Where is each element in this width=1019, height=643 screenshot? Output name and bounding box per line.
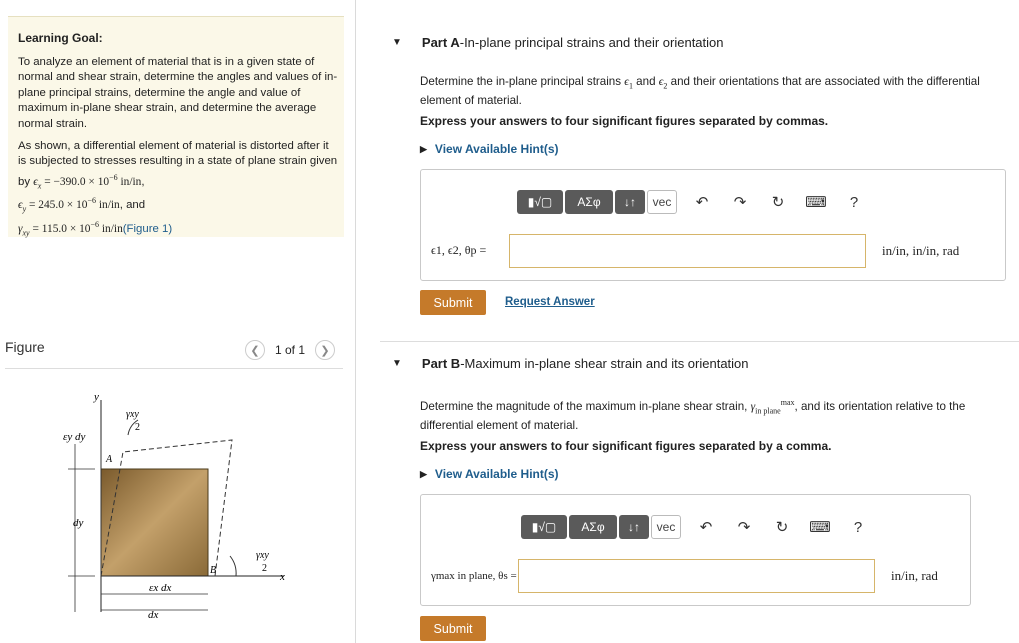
chevron-left-icon: ❮	[250, 344, 260, 357]
collapse-triangle-icon[interactable]: ▼	[392, 358, 402, 369]
part-a-instruction: Express your answers to four significant figures separated by commas.	[420, 114, 829, 128]
gxy-value: 115.0	[41, 222, 67, 235]
part-b-title: Maximum in-plane shear strain and its orientation	[464, 356, 749, 371]
learning-goal-title: Learning Goal:	[18, 31, 103, 45]
chevron-right-icon: ❯	[320, 344, 330, 357]
redo-icon[interactable]: ↷	[737, 519, 751, 536]
prev-figure-button[interactable]	[245, 340, 265, 360]
greek-symbols-button[interactable]: ΑΣφ	[565, 190, 613, 214]
part-b-header[interactable]: ▼ Part B - Maximum in-plane shear strain and its orientation	[392, 356, 749, 371]
templates-button[interactable]: ▮√▢	[521, 515, 567, 539]
figure-link[interactable]: (Figure 1)	[122, 222, 173, 235]
keyboard-icon[interactable]: ⌨	[809, 519, 831, 536]
reset-icon[interactable]: ↻	[775, 519, 789, 536]
subscript-button[interactable]: ↓↑	[615, 190, 645, 214]
figure-header: Figure	[5, 339, 45, 355]
undo-icon[interactable]: ↶	[699, 519, 713, 536]
two-label-right: 2	[262, 563, 267, 574]
part-a-answer-box	[420, 169, 1006, 281]
part-b-toolbar	[521, 515, 871, 539]
part-b-answer-box	[420, 494, 971, 606]
part-b-label: Part B	[421, 356, 461, 371]
vector-button[interactable]: vec	[651, 515, 681, 539]
strain-element-diagram	[0, 380, 350, 643]
templates-button[interactable]: ▮√▢	[517, 190, 563, 214]
part-a-answer-input[interactable]	[509, 234, 866, 268]
keyboard-icon[interactable]: ⌨	[805, 194, 827, 211]
ex-value: −390.0	[53, 175, 86, 188]
ey-dy-label: εy dy	[63, 431, 86, 443]
part-b-units: in/in, rad	[891, 568, 938, 583]
caret-right-icon: ▶	[420, 143, 427, 154]
part-a-hint-link[interactable]: ▶ View Available Hint(s)	[420, 142, 559, 156]
help-icon[interactable]: ?	[853, 518, 863, 536]
collapse-triangle-icon[interactable]: ▼	[392, 37, 402, 48]
learning-goal-paragraph: To analyze an element of material that is in a given state of normal and shear strain, determine the angles and values of in-plane principal strains, determine the angle and value of maximum in-plane shear strain, and determine the average normal strain.	[18, 56, 338, 130]
gamma-label-top: γxy	[126, 409, 139, 420]
y-axis-label: y	[94, 391, 99, 403]
two-label-top: 2	[135, 422, 140, 433]
part-b-answer-label: γmax in plane, θs =	[431, 570, 517, 582]
dy-label: dy	[73, 517, 84, 529]
part-a-toolbar	[517, 190, 867, 214]
subscript-button[interactable]: ↓↑	[619, 515, 649, 539]
ey-value: 245.0	[38, 199, 64, 212]
help-icon[interactable]: ?	[849, 193, 859, 211]
part-separator	[380, 341, 1019, 342]
figure-divider	[5, 368, 343, 369]
redo-icon[interactable]: ↷	[733, 194, 747, 211]
figure-pager	[245, 340, 335, 360]
request-answer-link[interactable]: Request Answer	[505, 296, 595, 308]
part-a-title: In-plane principal strains and their orientation	[464, 35, 724, 50]
next-figure-button[interactable]	[315, 340, 335, 360]
column-divider	[355, 0, 356, 643]
part-a-answer-label: ϵ1, ϵ2, θp =	[431, 243, 487, 257]
dx-label: dx	[148, 609, 159, 621]
part-a-header[interactable]: ▼ Part A - In-plane principal strains and their orientation	[392, 35, 724, 50]
part-b-submit-button[interactable]: Submit	[420, 616, 486, 641]
part-a-label: Part A	[421, 35, 460, 50]
part-a-question: Determine the in-plane principal strains $\epsilon_1$ and $\epsilon_2$ and their orientations that are associated with the differential element of material.	[420, 75, 980, 108]
strain-state-paragraph: As shown, a differential element of material is distorted after it is subjected to stresses resulting in a state of plane strain given by $\epsilon_x = -390.0 \times 10^{-6}$ in/in, $\epsilon_y = 245.0 \times 10^{-6}$ in/in, and $\gamma_{xy} = 115.0 \times 10^{-6}$ in/in(Figure 1)	[18, 140, 338, 237]
learning-goal-panel	[8, 16, 344, 237]
part-a-units: in/in, in/in, rad	[882, 243, 960, 258]
part-b-question: Determine the magnitude of the maximum in-plane shear strain, $\gamma_{in plane}^{max}$, and its orientation relative to the differential element of material.	[420, 398, 966, 433]
gamma-label-right: γxy	[256, 550, 269, 561]
point-b-label: B	[210, 565, 217, 576]
part-b-hint-link[interactable]: ▶ View Available Hint(s)	[420, 467, 559, 481]
part-a-submit-button[interactable]: Submit	[420, 290, 486, 315]
ex-dx-label: εx dx	[149, 582, 172, 594]
vector-button[interactable]: vec	[647, 190, 677, 214]
undo-icon[interactable]: ↶	[695, 194, 709, 211]
greek-symbols-button[interactable]: ΑΣφ	[569, 515, 617, 539]
caret-right-icon: ▶	[420, 468, 427, 479]
pager-text: 1 of 1	[275, 343, 306, 357]
part-b-instruction: Express your answers to four significant figures separated by a comma.	[420, 439, 832, 453]
reset-icon[interactable]: ↻	[771, 194, 785, 211]
point-a-label: A	[106, 454, 113, 465]
x-axis-label: x	[280, 571, 285, 583]
part-b-answer-input[interactable]	[518, 559, 875, 593]
